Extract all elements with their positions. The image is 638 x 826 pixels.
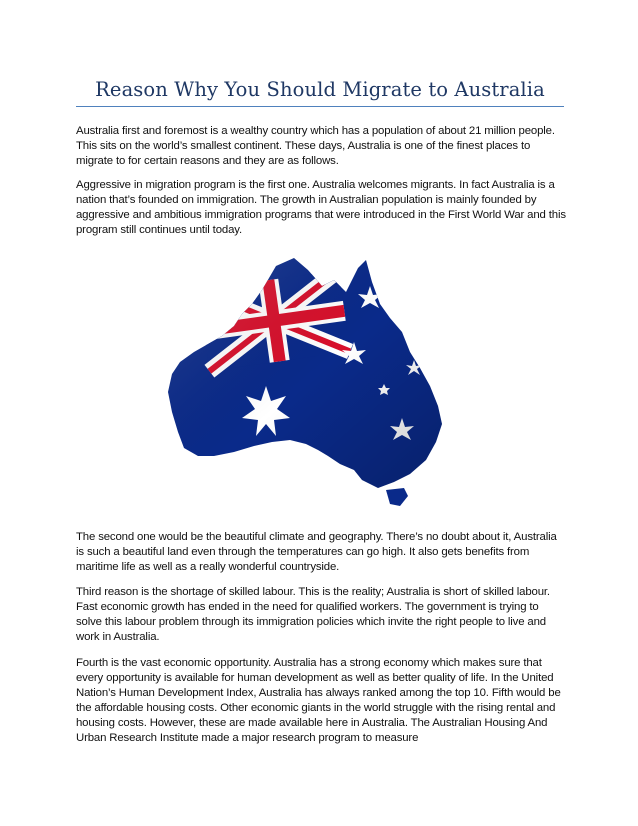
flag-fill <box>158 256 450 512</box>
australia-flag-map-icon <box>158 256 450 512</box>
title-underline <box>76 106 564 107</box>
paragraph-skilled-labour: Third reason is the shortage of skilled labour. This is the reality; Australia is short of skilled labour. Fast economic growth has ended in the need for qualified workers. The government is trying to solve this labour problem through its immigration policies which invite the right people to live and work in Australia. <box>76 586 550 643</box>
tasmania-shape <box>386 488 408 506</box>
paragraph-climate: The second one would be the beautiful climate and geography. There’s no doubt about it, Australia is such a beautiful land even through the temperatures can go high. It also gets benefits from maritime life as well as a really wonderful countryside. <box>76 531 557 573</box>
paragraph-economic-opportunity: Fourth is the vast economic opportunity. Australia has a strong economy which makes sure that every opportunity is available for human development as well as better quality of life. In the United Nation’s Human Development Index, Australia has always ranked among the top 10. Fifth would be the affordable housing costs. Other economic giants in the world struggle with the rising rental and housing costs. However, these are made available here in Australia. The Australian Housing And Urban Research Institute made a major research program to measure <box>76 657 561 744</box>
page-title: Reason Why You Should Migrate to Australia <box>95 78 545 101</box>
paragraph-migration-program: Aggressive in migration program is the first one. Australia welcomes migrants. In fact Australia is a nation that’s founded on immigration. The growth in Australian population is mainly founded by aggressive and ambitious immigration programs that were introduced in the First World War and this program still continues until today. <box>76 179 566 236</box>
paragraph-intro: Australia first and foremost is a wealthy country which has a population of about 21 million people. This sits on the world’s smallest continent. These days, Australia is one of the finest places to migrate to for certain reasons and they are as follows. <box>76 125 555 167</box>
